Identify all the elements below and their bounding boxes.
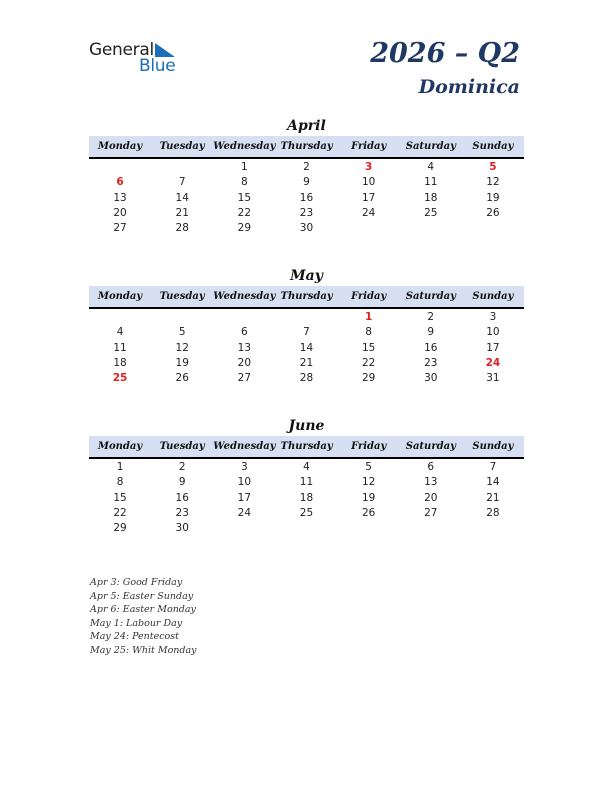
day-cell: 2 [303, 161, 310, 173]
day-cell: 18 [424, 191, 438, 204]
month-name: April [287, 118, 326, 134]
weekday-label: Wednesday [213, 291, 276, 302]
day-cell: 15 [113, 491, 127, 504]
day-cell: 11 [113, 341, 127, 354]
month-may [89, 266, 524, 386]
week-row [89, 221, 524, 236]
day-cell [213, 310, 275, 325]
day-cell: 20 [237, 356, 252, 369]
week-row [89, 341, 524, 356]
day-cell: 11 [299, 476, 314, 489]
day-cell: 8 [365, 326, 372, 339]
weekday-label: Friday [351, 141, 387, 152]
day-cell: 7 [303, 326, 310, 339]
weekday-label: Saturday [405, 291, 456, 302]
day-cell: 29 [361, 372, 376, 385]
day-cell: 9 [178, 476, 186, 489]
logo [89, 40, 199, 80]
day-cell: 26 [361, 506, 376, 519]
day-cell: 9 [303, 176, 310, 189]
day-cell: 26 [175, 372, 189, 385]
week-row [89, 460, 524, 475]
day-cell [213, 521, 275, 536]
day-cell: 22 [237, 206, 252, 219]
day-cell: 4 [303, 461, 310, 473]
day-cell: 13 [424, 476, 438, 489]
holiday-item: Apr 5: Easter Sunday [90, 590, 194, 602]
day-cell: 29 [113, 522, 127, 535]
day-cell: 13 [237, 341, 252, 354]
day-cell: 21 [175, 206, 189, 219]
day-cell: 24 [361, 206, 376, 219]
day-cell [400, 521, 462, 536]
day-cell: 14 [175, 191, 189, 204]
month-april [89, 116, 524, 236]
day-cell: 2 [427, 311, 435, 323]
week-row [89, 506, 524, 521]
day-cell: 30 [175, 522, 189, 535]
day-cell [89, 310, 151, 325]
logo-triangle-icon [155, 43, 175, 57]
logo-text-blue: Blue [139, 56, 176, 76]
day-cell: 15 [237, 191, 252, 204]
weeks [89, 309, 524, 386]
logo-text-general: General [89, 40, 154, 60]
holiday-item: Apr 6: Easter Monday [90, 604, 196, 616]
day-cell [462, 221, 524, 236]
day-cell: 20 [424, 491, 438, 504]
day-cell: 10 [486, 326, 500, 339]
day-cell: 20 [113, 206, 127, 219]
day-cell: 14 [299, 341, 314, 354]
day-cell: 6 [427, 461, 435, 473]
day-cell [400, 221, 462, 236]
weeks [89, 159, 524, 236]
week-row [89, 160, 524, 175]
weekday-label: Monday [97, 141, 143, 152]
week-row [89, 191, 524, 206]
day-cell [151, 310, 213, 325]
weekday-label: Tuesday [159, 141, 205, 152]
month-name: June [288, 418, 325, 434]
day-cell: 18 [113, 356, 127, 369]
weekday-label: Friday [351, 441, 387, 452]
day-cell [275, 310, 337, 325]
day-cell: 18 [299, 491, 314, 504]
month-june [89, 416, 524, 536]
day-cell: 7 [178, 176, 186, 189]
day-cell: 11 [424, 176, 438, 189]
page-title: 2026 – Q2 [370, 38, 520, 69]
weekday-header [89, 436, 524, 459]
day-cell [338, 521, 400, 536]
day-cell: 22 [361, 356, 376, 369]
week-row [89, 371, 524, 386]
day-cell: 24 [237, 506, 252, 519]
day-cell: 28 [175, 222, 189, 235]
day-cell: 21 [486, 491, 500, 504]
weekday-label: Tuesday [159, 291, 205, 302]
day-cell: 27 [113, 222, 127, 235]
day-cell [462, 521, 524, 536]
day-cell: 16 [424, 341, 438, 354]
weekday-label: Thursday [280, 141, 333, 152]
day-cell: 17 [237, 491, 252, 504]
week-row [89, 491, 524, 506]
day-cell: 8 [116, 476, 124, 489]
week-row [89, 475, 524, 490]
day-cell: 22 [113, 506, 127, 519]
week-row [89, 356, 524, 371]
day-cell: 8 [241, 176, 248, 189]
week-row [89, 521, 524, 536]
day-cell [338, 221, 400, 236]
day-cell: 16 [175, 491, 189, 504]
weekday-label: Monday [97, 291, 143, 302]
day-cell: 12 [486, 176, 500, 189]
weekday-header [89, 286, 524, 309]
day-cell: 19 [175, 356, 189, 369]
day-cell: 23 [299, 206, 314, 219]
day-cell: 30 [299, 222, 314, 235]
weekday-label: Sunday [472, 441, 514, 452]
day-cell: 16 [299, 191, 314, 204]
day-cell: 10 [361, 176, 376, 189]
weeks [89, 459, 524, 536]
day-cell: 26 [486, 206, 500, 219]
holiday-day-cell: 25 [112, 372, 128, 385]
week-row [89, 310, 524, 325]
day-cell: 4 [427, 161, 435, 173]
day-cell: 29 [237, 222, 252, 235]
month-name: May [290, 268, 323, 284]
day-cell: 1 [241, 161, 248, 173]
day-cell: 12 [361, 476, 376, 489]
day-cell: 7 [489, 461, 497, 473]
day-cell: 21 [299, 356, 314, 369]
day-cell: 4 [116, 326, 124, 339]
week-row [89, 206, 524, 221]
day-cell: 17 [361, 191, 376, 204]
day-cell: 5 [365, 461, 372, 473]
weekday-header [89, 136, 524, 159]
day-cell: 30 [424, 372, 438, 385]
holiday-item: May 25: Whit Monday [90, 644, 197, 656]
day-cell: 17 [486, 341, 500, 354]
day-cell: 25 [299, 506, 314, 519]
day-cell: 23 [175, 506, 189, 519]
day-cell: 9 [427, 326, 435, 339]
holiday-day-cell: 3 [364, 161, 373, 173]
weekday-label: Monday [97, 441, 143, 452]
weekday-label: Thursday [280, 291, 333, 302]
holiday-day-cell: 24 [485, 356, 501, 369]
day-cell: 13 [113, 191, 127, 204]
day-cell: 19 [361, 491, 376, 504]
day-cell [275, 521, 337, 536]
day-cell: 23 [424, 356, 438, 369]
day-cell: 19 [486, 191, 500, 204]
day-cell: 25 [424, 206, 438, 219]
day-cell: 12 [175, 341, 189, 354]
holiday-day-cell: 5 [489, 161, 497, 173]
day-cell: 15 [361, 341, 376, 354]
weekday-label: Tuesday [159, 441, 205, 452]
week-row [89, 325, 524, 340]
page-country: Dominica [418, 76, 520, 98]
day-cell: 3 [241, 461, 248, 473]
day-cell: 14 [486, 476, 500, 489]
day-cell: 2 [178, 461, 186, 473]
day-cell: 1 [116, 461, 124, 473]
day-cell: 31 [486, 372, 500, 385]
holiday-list [90, 576, 197, 658]
week-row [89, 175, 524, 190]
weekday-label: Sunday [472, 141, 514, 152]
day-cell: 27 [424, 506, 438, 519]
day-cell: 5 [178, 326, 186, 339]
weekday-label: Saturday [405, 441, 456, 452]
holiday-item: May 24: Pentecost [90, 631, 179, 643]
day-cell: 3 [489, 311, 497, 323]
holiday-item: May 1: Labour Day [90, 617, 183, 629]
weekday-label: Thursday [280, 441, 333, 452]
weekday-label: Sunday [472, 291, 514, 302]
day-cell: 28 [299, 372, 314, 385]
weekday-label: Saturday [405, 141, 456, 152]
day-cell: 10 [237, 476, 252, 489]
day-cell: 6 [241, 326, 248, 339]
day-cell: 27 [237, 372, 252, 385]
holiday-day-cell: 6 [116, 176, 124, 189]
day-cell: 28 [486, 506, 500, 519]
weekday-label: Friday [351, 291, 387, 302]
day-cell [89, 160, 151, 175]
holiday-day-cell: 1 [364, 311, 373, 323]
weekday-label: Wednesday [213, 141, 276, 152]
holiday-item: Apr 3: Good Friday [90, 577, 183, 588]
day-cell [151, 160, 213, 175]
weekday-label: Wednesday [213, 441, 276, 452]
